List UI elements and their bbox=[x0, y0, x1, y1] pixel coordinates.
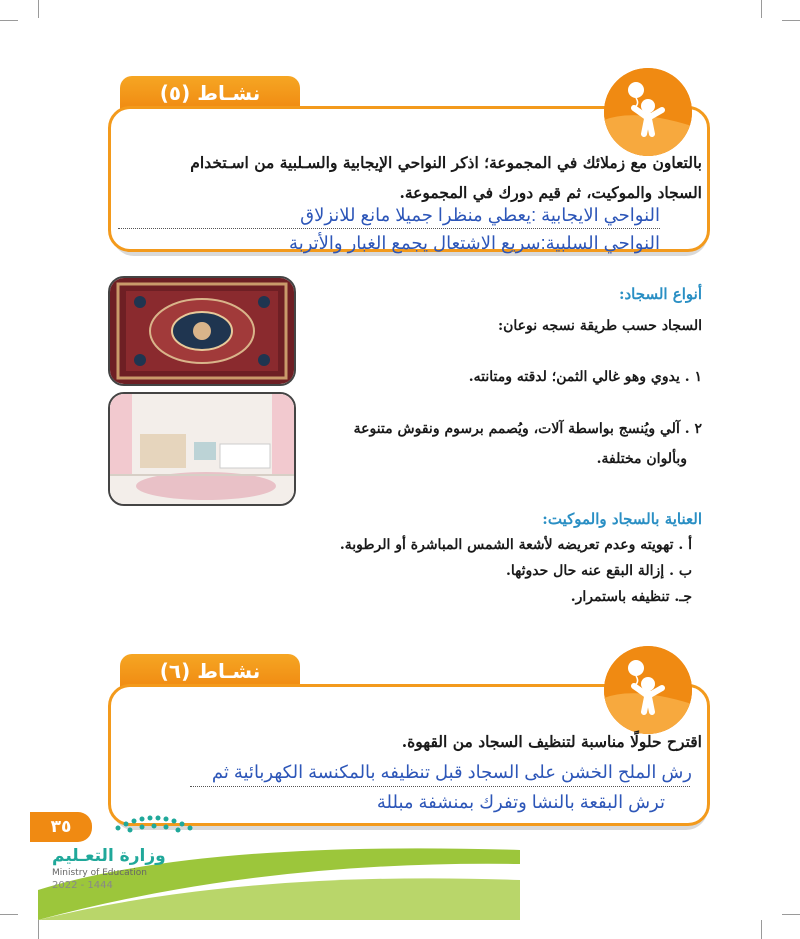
answer-dotted-line bbox=[190, 786, 690, 787]
crop-mark bbox=[0, 20, 18, 21]
carpet-types-intro: السجاد حسب طريقة نسجه نوعان: bbox=[497, 318, 702, 334]
answer-dotted-line bbox=[118, 228, 660, 229]
activity5-answer-line1: النواحي الايجابية :يعطي منظرا جميلا مانع للانزلاق bbox=[300, 205, 660, 225]
carpet-type-machine-line2: وبألوان مختلفة. bbox=[596, 451, 687, 467]
carpet-care-item-b: ب . إزالة البقع عنه حال حدوثها. bbox=[506, 563, 692, 579]
machine-carpet-room-image bbox=[108, 392, 296, 506]
activity-logo-icon bbox=[604, 646, 692, 734]
activity6-answer-line1: رش الملح الخشن على السجاد قبل تنظيفه بالمكنسة الكهربائية ثم bbox=[211, 762, 692, 782]
activity-logo-icon bbox=[604, 68, 692, 156]
carpet-type-machine-line1: ٢ . آلي ويُنسج بواسطة آلات، ويُصمم برسوم ونقوش متنوعة bbox=[353, 421, 702, 437]
ministry-name-arabic: وزارة التعـليم bbox=[52, 846, 166, 866]
edition-year: 2022 - 1444 bbox=[52, 880, 113, 891]
carpet-care-item-c: جـ. تنظيفه باستمرار. bbox=[570, 589, 692, 605]
crop-mark bbox=[38, 920, 39, 939]
crop-mark bbox=[38, 0, 39, 18]
activity5-title: نشـاط (٥) bbox=[120, 76, 300, 110]
handmade-carpet-image bbox=[108, 276, 296, 386]
ministry-name-english: Ministry of Education bbox=[52, 868, 147, 878]
crop-mark bbox=[761, 0, 762, 18]
activity5-prompt-line1: بالتعاون مع زملائك في المجموعة؛ اذكر النواحي الإيجابية والسـلبية من اسـتخدام bbox=[190, 153, 702, 172]
activity6-title: نشـاط (٦) bbox=[120, 654, 300, 688]
activity5-answer-line2: النواحي السلبية:سريع الاشتعال يجمع الغبار والأتربة bbox=[289, 233, 660, 253]
activity6-prompt: اقترح حلولًا مناسبة لتنظيف السجاد من القهوة. bbox=[401, 732, 702, 751]
activity6-answer-line2: ترش البقعة بالنشا وتفرك بمنشفة مبللة bbox=[376, 792, 665, 812]
crop-mark bbox=[782, 20, 800, 21]
crop-mark bbox=[782, 914, 800, 915]
page-number: ٣٥ bbox=[30, 812, 92, 842]
carpet-types-heading: أنواع السجاد: bbox=[618, 285, 702, 303]
carpet-care-item-a: أ . تهويته وعدم تعريضه لأشعة الشمس المباشرة أو الرطوبة. bbox=[339, 537, 692, 553]
activity5-prompt-line2: السجاد والموكيت، ثم قيم دورك في المجموعة. bbox=[399, 183, 702, 202]
crop-mark bbox=[761, 920, 762, 939]
carpet-type-handmade: ١ . يدوي وهو غالي الثمن؛ لدقته ومتانته. bbox=[468, 369, 702, 385]
ministry-logo-dots-icon bbox=[112, 808, 202, 838]
carpet-care-heading: العناية بالسجاد والموكيت: bbox=[542, 510, 702, 528]
